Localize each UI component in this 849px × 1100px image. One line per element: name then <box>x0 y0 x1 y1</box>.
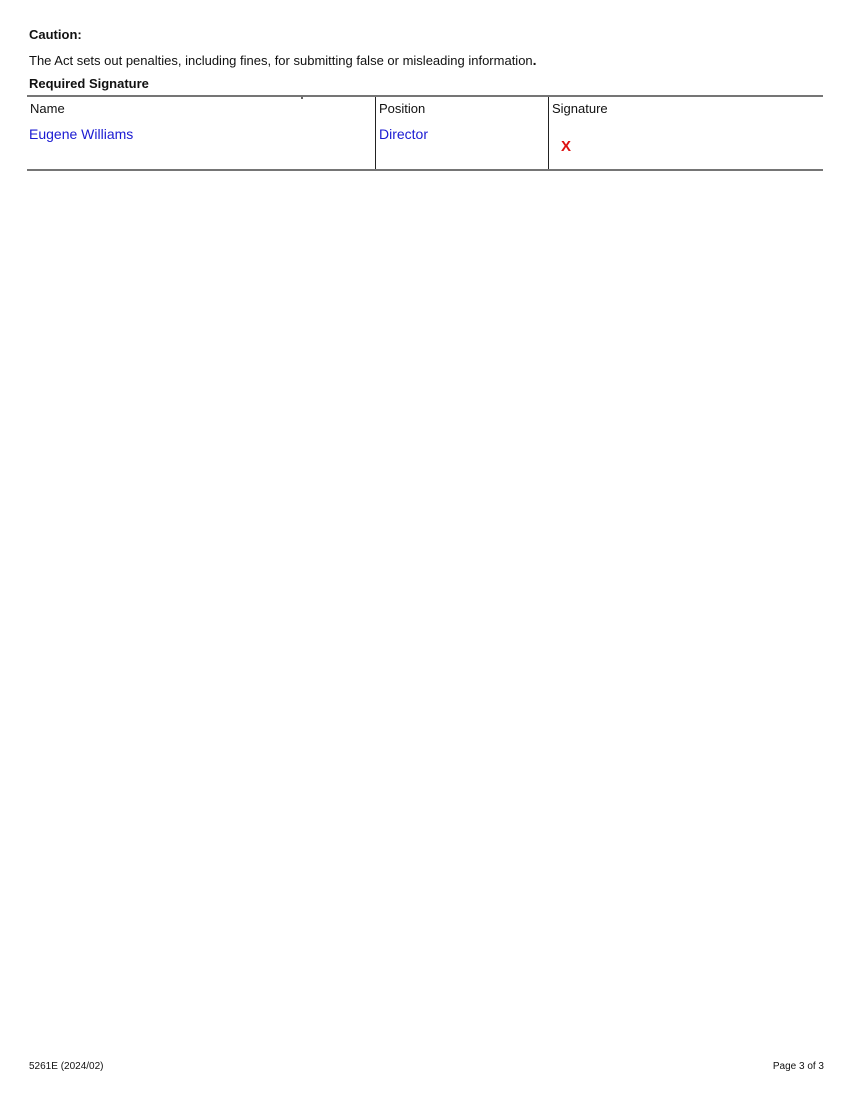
position-column-label: Position <box>379 101 426 116</box>
signature-table <box>27 95 823 171</box>
name-field-value[interactable]: Eugene Williams <box>29 126 134 142</box>
name-column-label: Name <box>30 101 65 116</box>
signature-table-signature-cell <box>548 97 823 169</box>
caution-text <box>29 52 537 68</box>
caution-heading: Caution: <box>29 27 82 42</box>
signature-table-position-cell <box>375 97 548 169</box>
caution-sentence: The Act sets out penalties, including fines, for submitting false or misleading information <box>29 53 533 68</box>
footer-page-indicator: Page 3 of 3 <box>772 1061 824 1072</box>
signature-x-field[interactable]: X <box>561 138 572 155</box>
caution-end-period: . <box>532 52 537 68</box>
position-field-value[interactable]: Director <box>379 126 429 142</box>
footer-form-number: 5261E (2024/02) <box>29 1061 104 1072</box>
required-signature-heading: Required Signature <box>29 76 149 91</box>
signature-table-name-cell <box>27 97 375 169</box>
signature-column-label: Signature <box>552 101 608 116</box>
